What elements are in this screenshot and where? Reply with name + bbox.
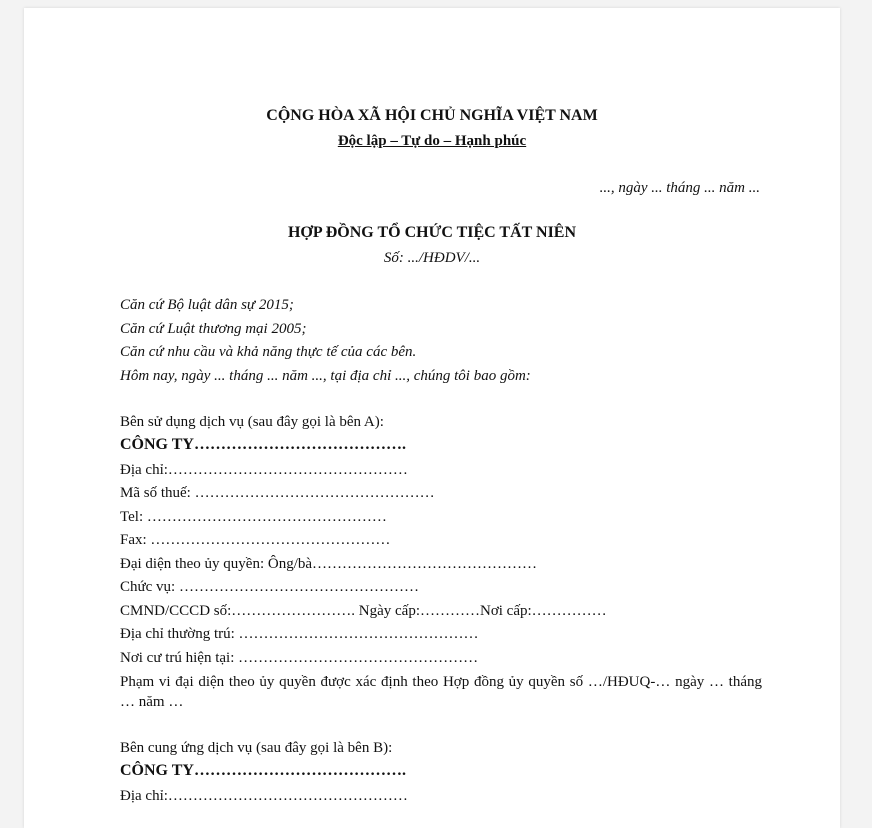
legal-basis-line: Căn cứ nhu cầu và khả năng thực tế của các bên.	[120, 344, 417, 360]
party-b-address: Địa chỉ:…………………………………………	[120, 788, 408, 804]
party-a-address: Địa chỉ:…………………………………………	[120, 462, 408, 478]
national-title: CỘNG HÒA XÃ HỘI CHỦ NGHĨA VIỆT NAM	[266, 107, 598, 124]
party-a-intro: Bên sử dụng dịch vụ (sau đây gọi là bên A):	[120, 414, 384, 430]
legal-basis-line: Căn cứ Bộ luật dân sự 2015;	[120, 297, 294, 313]
party-a-tax-code: Mã số thuế: …………………………………………	[120, 485, 435, 501]
party-a-current-residence: Nơi cư trú hiện tại: …………………………………………	[120, 650, 479, 666]
contract-title: HỢP ĐỒNG TỔ CHỨC TIỆC TẤT NIÊN	[287, 224, 577, 241]
party-b-company: CÔNG TY………………………………….	[120, 762, 406, 779]
party-a-authorization-scope: Phạm vi đại diện theo ủy quyền được xác định theo Hợp đồng ủy quyền số …/HĐUQ-… ngày … tháng … năm …	[120, 674, 762, 710]
legal-basis-line: Căn cứ Luật thương mại 2005;	[120, 321, 307, 337]
party-a-permanent-address: Địa chỉ thường trú: …………………………………………	[120, 626, 479, 642]
date-line: ..., ngày ... tháng ... năm ...	[599, 180, 760, 196]
party-a-fax: Fax: …………………………………………	[120, 532, 391, 548]
party-a-id-card: CMND/CCCD số:……………………. Ngày cấp:…………Nơi cấp:……………	[120, 603, 607, 619]
party-a-tel: Tel: …………………………………………	[120, 509, 387, 525]
party-a-representative: Đại diện theo ủy quyền: Ông/bà………………………………………	[120, 556, 538, 572]
party-b-intro: Bên cung ứng dịch vụ (sau đây gọi là bên B):	[120, 740, 393, 756]
document-page	[24, 8, 840, 828]
national-motto: Độc lập – Tự do – Hạnh phúc	[337, 133, 527, 149]
meeting-statement: Hôm nay, ngày ... tháng ... năm ..., tại địa chỉ ..., chúng tôi bao gồm:	[120, 368, 531, 384]
party-a-position: Chức vụ: …………………………………………	[120, 579, 419, 595]
contract-number: Số: .../HĐDV/...	[383, 250, 481, 266]
party-a-company: CÔNG TY………………………………….	[120, 436, 406, 453]
